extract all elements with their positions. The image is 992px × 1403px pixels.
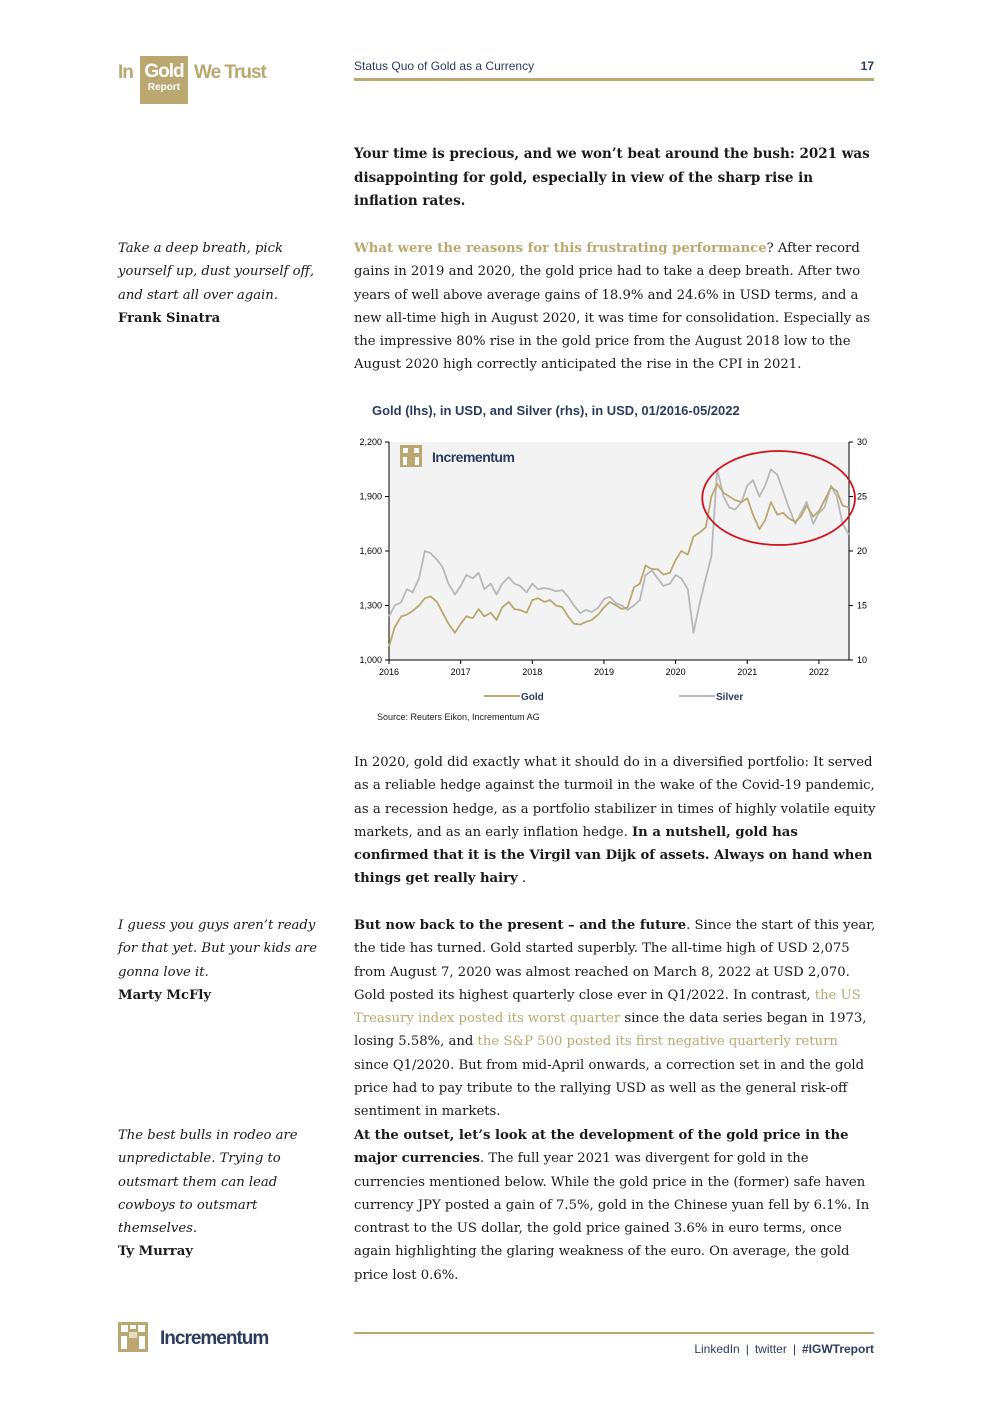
quote-author: Frank Sinatra <box>118 310 221 326</box>
x-tick-label: 2017 <box>450 667 471 677</box>
x-tick-label: 2019 <box>593 667 614 677</box>
footer-rule <box>354 1332 874 1334</box>
logo-word-report: Report <box>147 82 181 93</box>
x-tick-label: 2018 <box>522 667 543 677</box>
x-tick-label: 2022 <box>808 667 829 677</box>
paragraph-currencies <box>354 1124 876 1287</box>
footer-logo-text: Incrementum <box>160 1328 269 1349</box>
quote-mcfly <box>118 914 336 1007</box>
reasons-link[interactable]: What were the reasons for this frustrating performance <box>354 241 767 256</box>
legend-label-gold: Gold <box>521 692 544 703</box>
legend-label-silver: Silver <box>716 692 744 703</box>
p3-t2: since the data series began in 1973, losing 5.58%, and <box>354 1011 867 1050</box>
chart-source: Source: Reuters Eikon, Incrementum AG <box>377 712 540 722</box>
page-number: 17 <box>860 59 874 73</box>
reasons-text: ? After record gains in 2019 and 2020, the gold price had to take a deep breath. After two years of well above average gains of 18.9% and 24.6% in USD terms, and a new all-time high in August 2020, it was time for consolidation. Especially as the impressive 80% rise in the gold price from the August 2018 low to the August 2020 high correctly anticipated the rise in the CPI in 2021. <box>354 241 871 373</box>
sp500-link[interactable]: the S&P 500 posted its first negative quarterly return <box>477 1034 838 1050</box>
gold-silver-chart <box>354 432 874 712</box>
paragraph-reasons <box>354 237 876 377</box>
left-tick-label: 1,900 <box>359 491 382 502</box>
linkedin-link[interactable]: LinkedIn <box>694 1342 740 1356</box>
watermark-mark-part <box>403 457 407 465</box>
quote-text: Take a deep breath, pick yourself up, dust yourself off, and start all over again. <box>118 241 315 303</box>
left-tick-label: 1,000 <box>359 655 382 665</box>
watermark-mark-part <box>403 448 408 453</box>
logo-word-we-trust: We Trust <box>194 62 266 83</box>
x-tick-label: 2020 <box>665 667 686 677</box>
twitter-link[interactable]: twitter <box>754 1342 787 1356</box>
right-tick-label: 15 <box>857 600 868 611</box>
p3-bold: But now back to the present – and the future <box>354 918 687 933</box>
chart-legend <box>484 692 743 703</box>
quote-murray <box>118 1124 336 1264</box>
right-tick-label: 25 <box>857 491 868 502</box>
x-tick-label: 2021 <box>737 667 758 677</box>
watermark-mark-part <box>414 448 419 453</box>
intro-paragraph: Your time is precious, and we won’t beat around the bush: 2021 was disappointing for gold, especially in view of the sharp rise in inflation rates. <box>354 146 870 209</box>
logo-word-in: In <box>118 62 133 83</box>
chart-watermark-logo <box>400 445 514 467</box>
watermark-mark-part <box>415 457 419 465</box>
x-tick-label: 2016 <box>378 667 400 677</box>
separator: | <box>745 1342 749 1356</box>
logo-gold-box <box>140 56 188 104</box>
quote-text: I guess you guys aren’t ready for that yet. But your kids are gonna love it. <box>118 918 318 980</box>
quote-text: The best bulls in rodeo are unpredictable. Trying to outsmart them can lead cowboys to outsmart themselves. <box>118 1128 298 1237</box>
quote-author: Ty Murray <box>118 1244 193 1260</box>
p4-bold: At the outset, let’s look at the development of the gold price in the major currencies <box>354 1128 849 1167</box>
incrementum-mark-icon <box>118 1322 278 1354</box>
p4-rest: . The full year 2021 was divergent for gold in the currencies mentioned below. While the gold price in the (former) safe haven currency JPY posted a gain of 7.5%, gold in the Chinese yuan fell by 6.1%. In contrast to the US dollar, the gold price gained 3.6% in euro terms, once again highlighting the glaring weakness of the euro. On average, the gold price lost 0.6%. <box>354 1151 870 1283</box>
p2-end: . <box>517 871 527 887</box>
p3-t3: since Q1/2020. But from mid-April onwards, a correction set in and the gold price had to pay tribute to the rallying USD as well as the general risk-off sentiment in markets. <box>354 1057 865 1120</box>
separator: | <box>792 1342 796 1356</box>
watermark-text: Incrementum <box>432 449 515 465</box>
paragraph-present <box>354 914 876 1124</box>
chart-title: Gold (lhs), in USD, and Silver (rhs), in USD, 01/2016-05/2022 <box>372 403 740 418</box>
us-treasury-link[interactable]: the US Treasury index posted its worst quarter <box>354 987 861 1027</box>
quote-sinatra <box>118 237 336 330</box>
footer-links <box>600 1342 874 1356</box>
logo-word-gold: Gold <box>144 61 184 82</box>
in-gold-we-trust-logo <box>118 56 278 106</box>
right-tick-label: 10 <box>857 655 868 665</box>
paragraph-2020 <box>354 751 876 891</box>
hashtag-link[interactable]: #IGWTreport <box>801 1342 874 1356</box>
header-rule <box>354 78 874 81</box>
left-tick-label: 2,200 <box>359 437 382 447</box>
left-tick-label: 1,300 <box>359 600 382 611</box>
right-tick-label: 30 <box>857 437 868 447</box>
incrementum-logo <box>118 1322 278 1358</box>
left-tick-label: 1,600 <box>359 546 382 556</box>
section-title: Status Quo of Gold as a Currency <box>354 59 535 73</box>
p2-text: In 2020, gold did exactly what it should do in a diversified portfolio: It served as a reliable hedge against the turmoil in the wake of the Covid-19 pandemic, as a recession hedge, as a portfolio stabilizer in times of highly volatile equity markets, and as an early inflation hedge. <box>354 755 876 840</box>
quote-author: Marty McFly <box>118 987 212 1003</box>
right-tick-label: 20 <box>857 546 868 556</box>
p3-t1: . Since the start of this year, the tide has turned. Gold started superbly. The all-time high of USD 2,075 from August 7, 2020 was almost reached on March 8, 2022 at USD 2,070. Gold posted its highest quarterly close ever in Q1/2022. In contrast, <box>354 918 876 1003</box>
p2-bold: In a nutshell, gold has confirmed that it is the Virgil van Dijk of assets. Always on hand when things get really hairy <box>354 824 873 887</box>
